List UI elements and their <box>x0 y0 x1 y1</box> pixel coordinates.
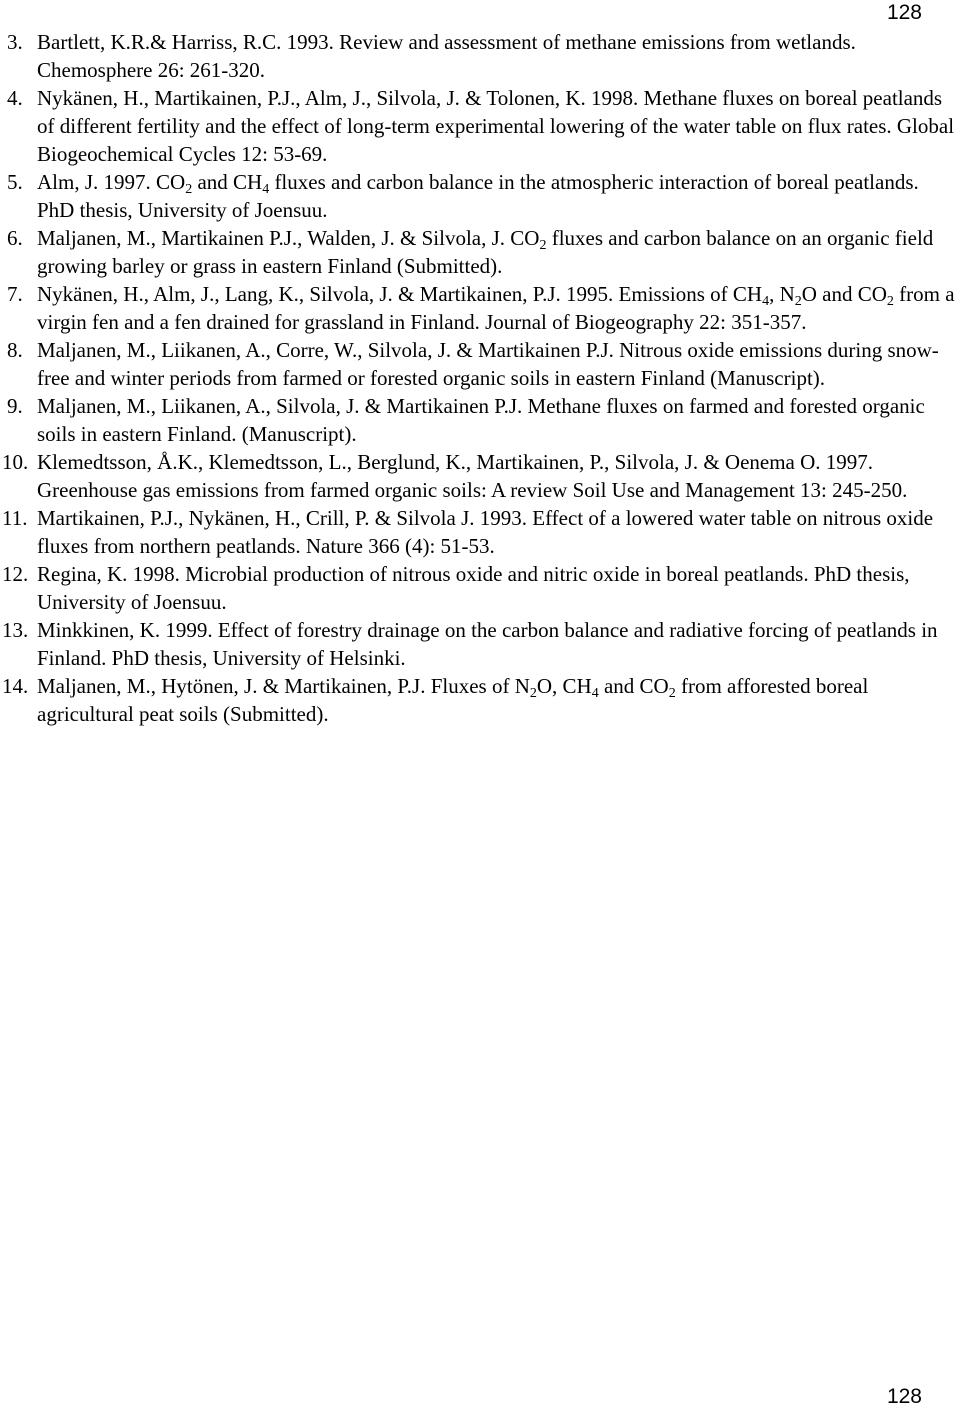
reference-item <box>0 168 960 224</box>
reference-number: 4. <box>7 86 23 110</box>
subscript: 2 <box>886 294 894 309</box>
reference-text <box>37 168 957 224</box>
reference-text-segment: Bartlett, K.R.& Harriss, R.C. 1993. Review and assessment of methane emissions from wetlands. Chemosphere 26: 261-320. <box>37 30 856 82</box>
reference-text-segment: O, CH <box>536 674 592 698</box>
reference-item <box>0 84 960 168</box>
reference-item <box>0 448 960 504</box>
reference-text <box>37 336 957 392</box>
reference-text-segment: Maljanen, M., Liikanen, A., Silvola, J. & Martikainen P.J. Methane fluxes on farmed and forested organic soils in eastern Finland. (Manuscript). <box>37 394 925 446</box>
reference-text-segment: Klemedtsson, Å.K., Klemedtsson, L., Berglund, K., Martikainen, P., Silvola, J. & Oenema O. 1997. Greenhouse gas emissions from farmed organic soils: A review Soil Use and Management 13: 245-250. <box>37 450 908 502</box>
reference-number: 14. <box>2 674 29 698</box>
reference-item <box>0 392 960 448</box>
page-number-bottom: 128 <box>886 1385 922 1408</box>
reference-text-segment: Nykänen, H., Martikainen, P.J., Alm, J., Silvola, J. & Tolonen, K. 1998. Methane fluxes on boreal peatlands of different fertility and the effect of long-term experimental lowering of the water table on flux rates. Global Biogeochemical Cycles 12: 53-69. <box>37 86 955 166</box>
reference-list <box>0 28 960 728</box>
reference-text <box>37 28 957 84</box>
reference-text <box>37 448 957 504</box>
reference-number: 7. <box>7 282 23 306</box>
reference-text <box>37 224 957 280</box>
reference-text-segment: O and CO <box>801 282 887 306</box>
reference-text <box>37 504 957 560</box>
reference-text-segment: Maljanen, M., Martikainen P.J., Walden, J. & Silvola, J. CO <box>37 226 540 250</box>
subscript: 2 <box>185 182 193 197</box>
reference-item <box>0 560 960 616</box>
reference-item <box>0 336 960 392</box>
reference-item <box>0 616 960 672</box>
reference-text <box>37 672 957 728</box>
subscript: 2 <box>529 686 537 701</box>
reference-text <box>37 280 957 336</box>
reference-number: 9. <box>7 394 23 418</box>
reference-text <box>37 560 957 616</box>
reference-text-segment: Alm, J. 1997. CO <box>37 170 186 194</box>
reference-text-segment: Maljanen, M., Liikanen, A., Corre, W., Silvola, J. & Martikainen P.J. Nitrous oxide emissions during snow-free and winter periods from farmed or forested organic soils in eastern Finland (Manuscript). <box>37 338 939 390</box>
reference-text <box>37 392 957 448</box>
subscript: 2 <box>539 238 547 253</box>
reference-number: 8. <box>7 338 23 362</box>
subscript: 2 <box>668 686 676 701</box>
subscript: 4 <box>262 182 270 197</box>
reference-text-segment: and CO <box>598 674 669 698</box>
reference-text-segment: , N <box>769 282 795 306</box>
reference-item <box>0 504 960 560</box>
page-number-top: 128 <box>886 1 922 24</box>
reference-number: 11. <box>2 506 28 530</box>
reference-text <box>37 616 957 672</box>
reference-item <box>0 224 960 280</box>
subscript: 4 <box>762 294 770 309</box>
reference-item <box>0 28 960 84</box>
reference-number: 6. <box>7 226 23 250</box>
subscript: 4 <box>591 686 599 701</box>
reference-text-segment: Martikainen, P.J., Nykänen, H., Crill, P. & Silvola J. 1993. Effect of a lowered water table on nitrous oxide fluxes from northern peatlands. Nature 366 (4): 51-53. <box>37 506 934 558</box>
reference-number: 5. <box>7 170 23 194</box>
reference-text-segment: fluxes and carbon balance on an organic field growing barley or grass in eastern Finland (Submitted). <box>37 226 934 278</box>
reference-text-segment: and CH <box>192 170 263 194</box>
subscript: 2 <box>794 294 802 309</box>
reference-item <box>0 672 960 728</box>
reference-number: 13. <box>2 618 29 642</box>
reference-text-segment: Maljanen, M., Hytönen, J. & Martikainen, P.J. Fluxes of N <box>37 674 530 698</box>
reference-text-segment: from a virgin fen and a fen drained for grassland in Finland. Journal of Biogeography 22: 351-357. <box>37 282 955 334</box>
reference-number: 12. <box>2 562 29 586</box>
reference-text-segment: Regina, K. 1998. Microbial production of nitrous oxide and nitric oxide in boreal peatlands. PhD thesis, University of Joensuu. <box>37 562 910 614</box>
reference-text <box>37 84 957 168</box>
reference-text-segment: from afforested boreal agricultural peat soils (Submitted). <box>37 674 869 726</box>
reference-text-segment: Nykänen, H., Alm, J., Lang, K., Silvola, J. & Martikainen, P.J. 1995. Emissions of CH <box>37 282 763 306</box>
reference-number: 3. <box>7 30 23 54</box>
reference-item <box>0 280 960 336</box>
reference-number: 10. <box>2 450 29 474</box>
reference-text-segment: Minkkinen, K. 1999. Effect of forestry drainage on the carbon balance and radiative forcing of peatlands in Finland. PhD thesis, University of Helsinki. <box>37 618 938 670</box>
reference-text-segment: fluxes and carbon balance in the atmospheric interaction of boreal peatlands. PhD thesis, University of Joensuu. <box>37 170 919 222</box>
